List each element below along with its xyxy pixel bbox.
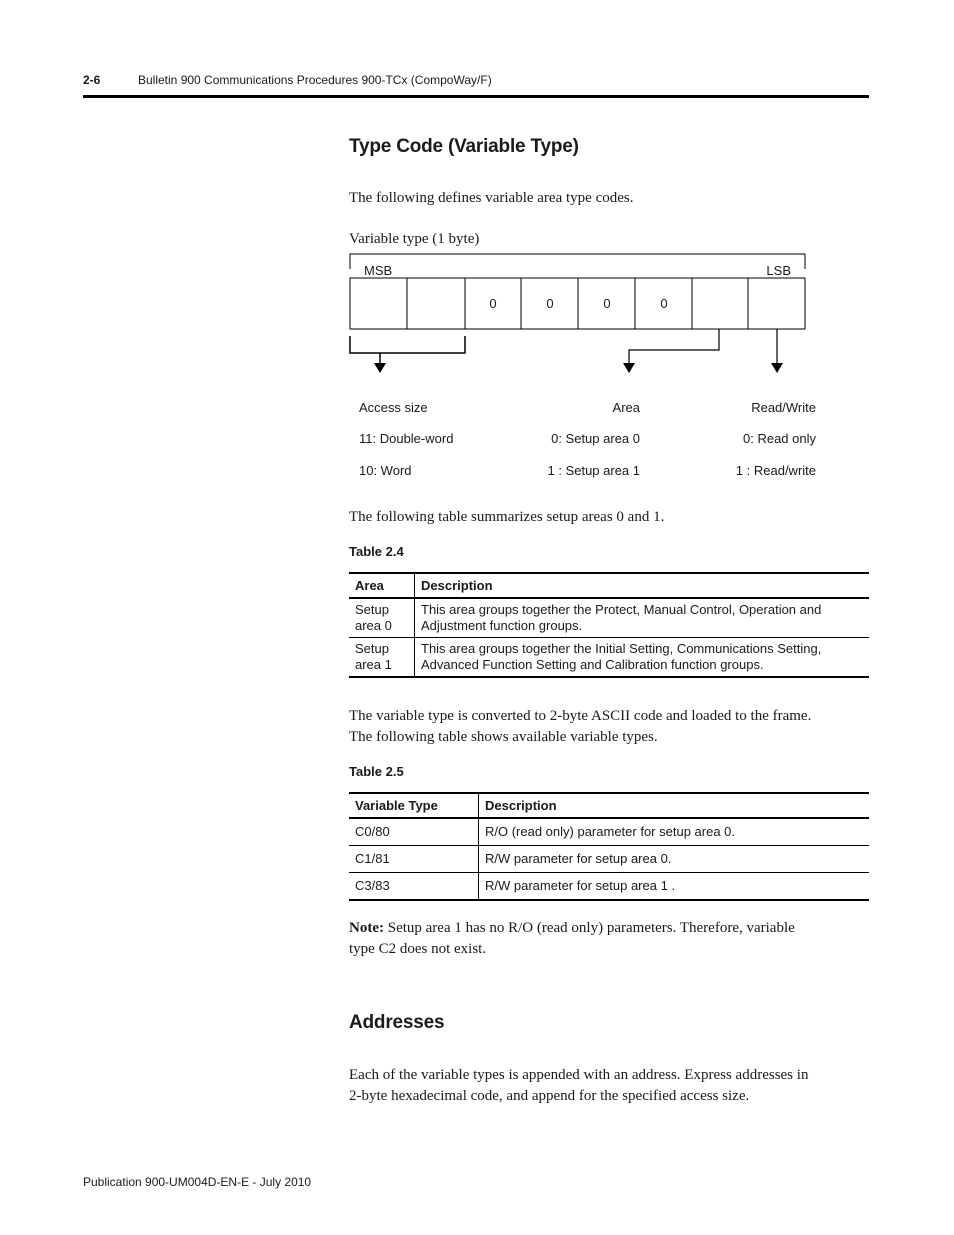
variable-type-paragraph: The variable type is converted to 2-byte ASCII code and loaded to the frame. The following table shows available variable types. (349, 708, 812, 745)
table-2-5 (349, 792, 869, 901)
read-write: 1 : Read/write (735, 463, 816, 478)
table-intro-text: The following table summarizes setup areas 0 and 1. (349, 509, 665, 525)
bit-2: 0 (660, 296, 668, 311)
msb-label: MSB (364, 263, 393, 278)
description-cell: This area groups together the Initial Setting, Communications Setting, Advanced Function Setting and Calibration function groups. (415, 638, 870, 678)
table-row (349, 598, 869, 638)
byte-bracket (350, 254, 805, 269)
area-heading: Area (612, 400, 640, 415)
table-row (349, 846, 869, 873)
bit-4: 0 (546, 296, 554, 311)
col-header-variable-type: Variable Type (349, 793, 479, 818)
page-number: 2-6 (83, 73, 101, 87)
addresses-paragraph: Each of the variable types is appended with an address. Express addresses in 2-byte hexadecimal code, and append for the specified access size. (349, 1067, 809, 1104)
description-cell: R/W parameter for setup area 0. (479, 846, 870, 873)
bit-cells (350, 278, 805, 329)
table-2-4-caption: Table 2.4 (349, 544, 404, 559)
note-paragraph: Note: Setup area 1 has no R/O (read only) parameters. Therefore, variable type C2 does not exist. (349, 920, 795, 957)
variable-type-diagram (340, 250, 840, 490)
intro-text: The following defines variable area type codes. (349, 190, 634, 206)
bit-5: 0 (489, 296, 497, 311)
area-arrow (623, 363, 635, 373)
description-cell: R/W parameter for setup area 1 . (479, 873, 870, 901)
table-2-4 (349, 572, 869, 678)
lsb-label: LSB (766, 263, 791, 278)
col-header-description: Description (479, 793, 870, 818)
area-cell: Setup area 0 (349, 598, 415, 638)
read-only: 0: Read only (743, 431, 816, 446)
section-title-addresses: Addresses (349, 1012, 445, 1033)
bit-3: 0 (603, 296, 611, 311)
access-size-arrow (374, 363, 386, 373)
table-header-row (349, 573, 869, 598)
note-label: Note: (349, 920, 384, 936)
read-write-arrow (771, 363, 783, 373)
area-connector (629, 329, 719, 363)
description-cell: R/O (read only) parameter for setup area 0. (479, 818, 870, 846)
col-header-area: Area (349, 573, 415, 598)
access-size-double-word: 11: Double-word (359, 431, 454, 446)
description-cell: This area groups together the Protect, Manual Control, Operation and Adjustment function groups. (415, 598, 870, 638)
variable-type-cell: C1/81 (349, 846, 479, 873)
read-write-heading: Read/Write (751, 400, 816, 415)
col-header-description: Description (415, 573, 870, 598)
access-size-heading: Access size (359, 400, 428, 415)
area-setup-0: 0: Setup area 0 (551, 431, 640, 446)
table-row (349, 638, 869, 678)
access-size-word: 10: Word (359, 463, 412, 478)
table-row (349, 873, 869, 901)
publication-footer: Publication 900-UM004D-EN-E - July 2010 (83, 1175, 312, 1189)
variable-type-cell: C0/80 (349, 818, 479, 846)
table-row (349, 818, 869, 846)
area-cell: Setup area 1 (349, 638, 415, 678)
variable-type-cell: C3/83 (349, 873, 479, 901)
area-setup-1: 1 : Setup area 1 (547, 463, 640, 478)
running-header: Bulletin 900 Communications Procedures 900-TCx (CompoWay/F) (138, 73, 492, 87)
section-title-type-code: Type Code (Variable Type) (349, 136, 579, 157)
table-header-row (349, 793, 869, 818)
header-rule (83, 95, 869, 98)
diagram-caption: Variable type (1 byte) (349, 231, 480, 247)
access-size-bracket (350, 336, 465, 353)
table-2-5-caption: Table 2.5 (349, 764, 404, 779)
